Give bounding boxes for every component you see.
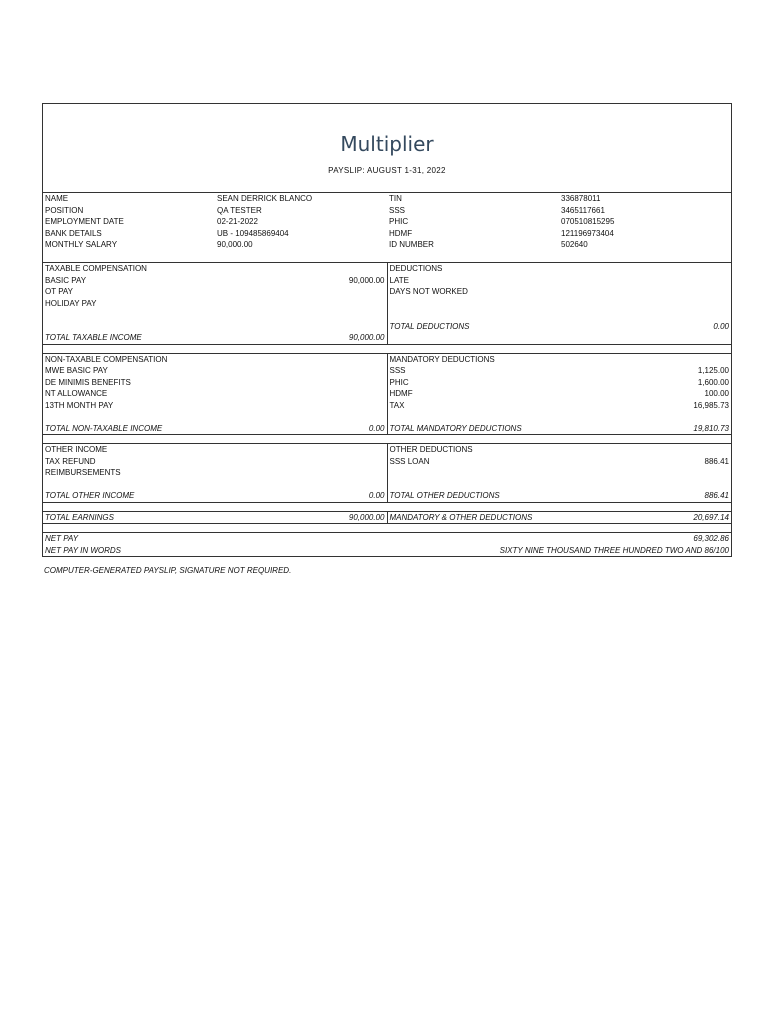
total-taxable-value: 90,000.00: [215, 332, 387, 344]
net-pay-value: 69,302.86: [693, 534, 729, 543]
total-row: [43, 332, 731, 344]
net-pay-label: NET PAY: [45, 534, 79, 543]
info-label: PHIC: [389, 217, 409, 226]
total-taxable-label: TOTAL TAXABLE INCOME: [45, 333, 142, 342]
section-title-deductions: DEDUCTIONS: [389, 264, 443, 273]
line-item-row: [43, 275, 731, 287]
total-other-deductions-value: 886.41: [704, 491, 729, 500]
info-value: UB - 109485869404: [217, 228, 289, 238]
item-label: HDMF: [389, 389, 413, 398]
all-deductions-value: 20,697.14: [693, 512, 729, 522]
item-value: 1,125.00: [697, 366, 729, 375]
total-earnings-label: TOTAL EARNINGS: [45, 512, 114, 522]
item-value: [215, 365, 387, 377]
item-value: [215, 388, 387, 400]
line-item-row: [43, 298, 731, 310]
payslip-header: [43, 104, 731, 193]
payslip-table: [43, 193, 731, 556]
info-value: 070510815295: [561, 217, 615, 226]
info-label: MONTHLY SALARY: [45, 240, 118, 249]
total-earnings-value: 90,000.00: [215, 511, 387, 524]
info-value: 502640: [561, 240, 588, 249]
info-value: 02-21-2022: [217, 217, 258, 226]
section-header-row: [43, 353, 731, 365]
line-item-row: [43, 400, 731, 412]
info-value: 121196973404: [561, 228, 614, 238]
info-label: ID NUMBER: [389, 240, 434, 249]
total-other-deductions-label: TOTAL OTHER DEDUCTIONS: [389, 491, 500, 500]
line-item-row: [43, 388, 731, 400]
total-mandatory-value: 19,810.73: [693, 423, 729, 433]
item-label: BASIC PAY: [45, 275, 87, 285]
total-mandatory-label: TOTAL MANDATORY DEDUCTIONS: [389, 423, 522, 433]
item-label: LATE: [389, 275, 409, 285]
line-item-row: [43, 286, 731, 298]
item-label: SSS LOAN: [389, 456, 430, 466]
info-value: 3465117661: [561, 205, 605, 215]
item-label: 13TH MONTH PAY: [45, 400, 114, 410]
item-label: PHIC: [389, 377, 409, 387]
total-other-income-label: TOTAL OTHER INCOME: [45, 491, 135, 500]
total-other-income-value: 0.00: [215, 490, 387, 502]
total-non-taxable-value: 0.00: [215, 423, 387, 435]
item-value: [215, 286, 387, 298]
summary-row: [43, 511, 731, 524]
company-name: Multiplier: [340, 132, 434, 156]
line-item-row: [43, 456, 731, 468]
info-row: [43, 228, 731, 240]
total-row: [43, 321, 731, 333]
item-label: TAX: [389, 400, 405, 410]
net-pay-words-value: SIXTY NINE THOUSAND THREE HUNDRED TWO AND 86/100: [499, 545, 729, 555]
item-value: 90,000.00: [215, 275, 387, 287]
item-value: [215, 377, 387, 389]
info-label: SSS: [389, 205, 406, 215]
item-value: [559, 275, 731, 287]
total-row: [43, 490, 731, 502]
item-label: DE MINIMIS BENEFITS: [45, 377, 131, 387]
item-value: 16,985.73: [693, 400, 729, 410]
item-value: [215, 298, 387, 310]
net-pay-words-row: [43, 545, 731, 557]
item-value: 1,600.00: [697, 377, 729, 387]
item-label: OT PAY: [45, 287, 74, 296]
section-title-taxable: TAXABLE COMPENSATION: [43, 263, 387, 275]
item-value: [215, 400, 387, 412]
item-label: SSS: [389, 366, 406, 375]
net-pay-words-label: NET PAY IN WORDS: [45, 545, 122, 555]
info-label: BANK DETAILS: [45, 228, 102, 238]
item-label: MWE BASIC PAY: [45, 366, 108, 375]
item-value: [215, 467, 387, 479]
info-label: EMPLOYMENT DATE: [45, 217, 124, 226]
item-value: 886.41: [704, 456, 729, 466]
info-value: SEAN DERRICK BLANCO: [217, 194, 313, 203]
section-title-mandatory: MANDATORY DEDUCTIONS: [389, 354, 495, 364]
line-item-row: [43, 467, 731, 479]
section-title-other-income: OTHER INCOME: [43, 444, 387, 456]
section-title-non-taxable: NON-TAXABLE COMPENSATION: [43, 353, 387, 365]
item-value: [215, 456, 387, 468]
line-item-row: [43, 365, 731, 377]
net-pay-row: [43, 533, 731, 545]
info-label: POSITION: [45, 205, 84, 215]
payslip-period: PAYSLIP: AUGUST 1-31, 2022: [328, 166, 446, 175]
payslip-document: [42, 103, 732, 557]
info-label: TIN: [389, 194, 402, 203]
section-title-other-deductions: OTHER DEDUCTIONS: [389, 445, 473, 454]
total-deductions-value: 0.00: [713, 321, 729, 331]
info-row: [43, 205, 731, 217]
item-value: 100.00: [704, 389, 729, 398]
info-row: [43, 193, 731, 205]
info-label: NAME: [45, 194, 69, 203]
info-label: HDMF: [389, 228, 413, 238]
total-row: [43, 423, 731, 435]
section-header-row: [43, 263, 731, 275]
info-value: QA TESTER: [217, 205, 262, 215]
all-deductions-label: MANDATORY & OTHER DEDUCTIONS: [389, 512, 533, 522]
total-non-taxable-label: TOTAL NON-TAXABLE INCOME: [45, 423, 163, 433]
item-value: [559, 286, 731, 298]
item-label: TAX REFUND: [45, 456, 96, 466]
item-label: NT ALLOWANCE: [45, 389, 108, 398]
info-value: 90,000.00: [217, 240, 253, 249]
total-label: [43, 321, 215, 333]
item-label: REIMBURSEMENTS: [45, 468, 121, 477]
section-header-row: [43, 444, 731, 456]
item-label: DAYS NOT WORKED: [389, 287, 468, 296]
footnote: COMPUTER-GENERATED PAYSLIP, SIGNATURE NOT REQUIRED.: [44, 566, 292, 575]
total-deductions-label: TOTAL DEDUCTIONS: [389, 321, 470, 331]
info-row: [43, 216, 731, 228]
info-row: [43, 239, 731, 251]
line-item-row: [43, 377, 731, 389]
info-value: 336878011: [561, 194, 601, 203]
item-label: HOLIDAY PAY: [45, 298, 97, 308]
